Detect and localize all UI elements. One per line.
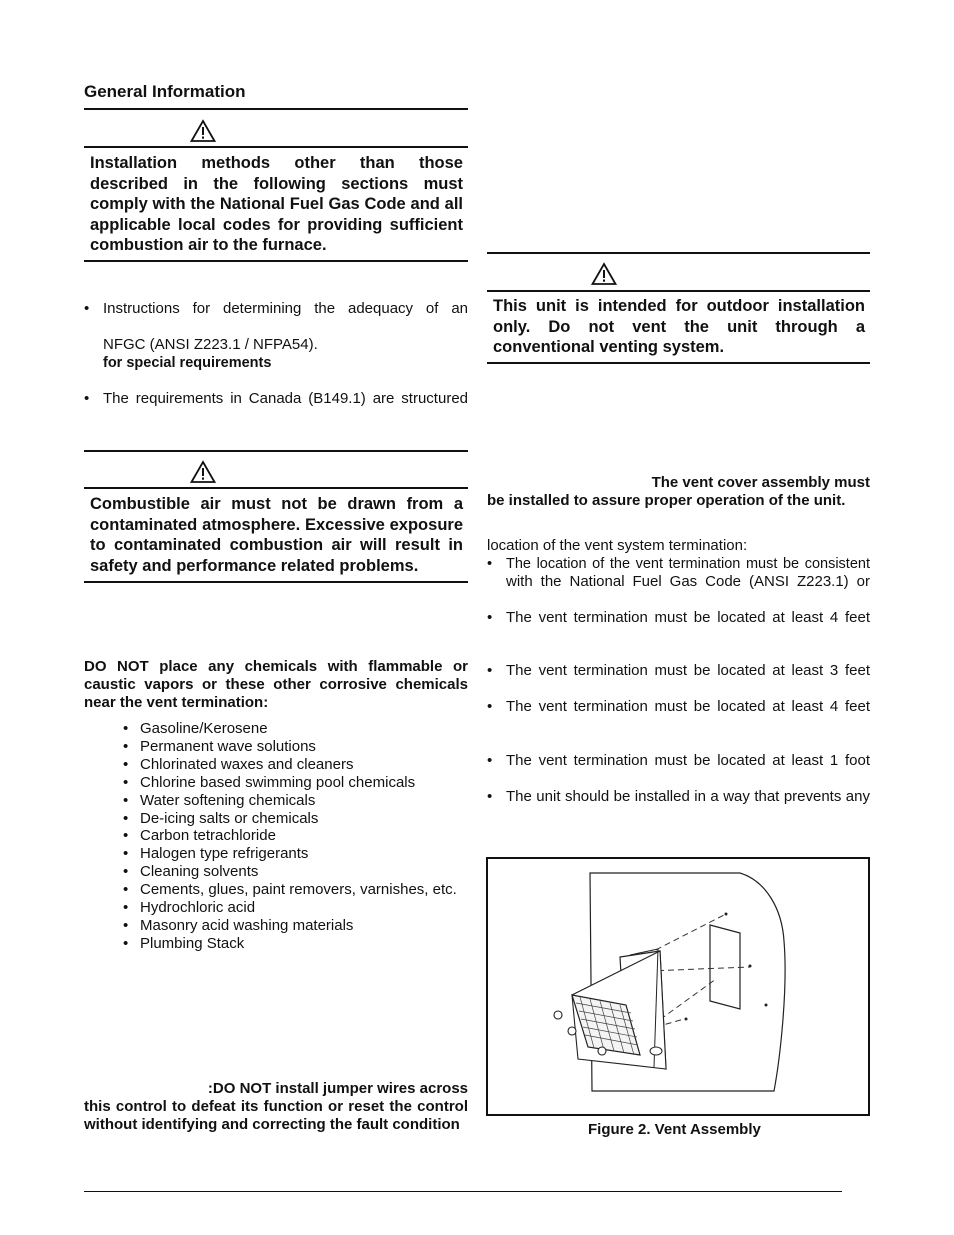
bullet-icon: • [84,390,90,407]
chemicals-intro: DO NOT place any chemicals with flammable or caustic vapors or these other corrosive chemicals near the vent termination: [84,658,468,711]
vent-cover-line: be installed to assure proper operation of the unit. [487,492,846,509]
warning-1-top-rule [84,108,468,110]
list-item: • The vent termination must be located at least 4 feet [487,698,870,715]
chemical-list [123,720,457,953]
bullet-icon: • [487,698,493,715]
jumper-note-line: :DO NOT install jumper wires across [207,1080,468,1097]
warning-3-top-rule [487,252,870,254]
list-item: • The vent termination must be located at least 1 foot [487,752,870,769]
warning-3-bottom-rule [487,362,870,364]
warning-3-text: This unit is intended for outdoor installation only. Do not vent the unit through a conventional venting system. [493,297,865,356]
list-item: • Carbon tetrachloride [123,827,276,845]
list-item: • The unit should be installed in a way that prevents any [487,788,870,805]
warning-triangle-icon [591,262,617,286]
list-item: • Hydrochloric acid [123,899,256,917]
warning-1-mid-rule [84,146,468,148]
list-item: • Gasoline/Kerosene [123,720,268,737]
list-item: • Halogen type refrigerants [123,845,309,863]
figure-caption: Figure 2. Vent Assembly [588,1121,761,1138]
list-item: • Chlorine based swimming pool chemicals [123,773,416,791]
footer-rule [84,1191,842,1192]
warning-2-top-rule [84,450,468,452]
warning-1-bottom-rule [84,260,468,262]
bullet-icon: • [487,662,493,679]
vent-assembly-figure [486,857,870,1116]
vent-assembly-illustration [488,859,868,1114]
list-item: • Water softening chemicals [123,791,316,809]
vent-location-intro: location of the vent system termination: [487,537,748,554]
bullet-continuation: NFGC (ANSI Z223.1 / NFPA54). [103,336,318,353]
warning-2-text: Combustible air must not be drawn from a contaminated atmosphere. Excessive exposure to contaminated combustion air will result in safety and performance related problems. [90,495,463,575]
bullet-continuation: for special requirements [103,355,272,371]
jumper-note-line: without identifying and correcting the fault condition [84,1116,460,1133]
list-item: • Cleaning solvents [123,863,259,881]
list-item: • The location of the vent termination must be consistent [487,556,870,572]
bullet-icon: • [487,752,493,769]
bullet-icon: • [487,556,493,572]
list-item: • Masonry acid washing materials [123,916,354,934]
list-item: • The vent termination must be located at least 3 feet [487,662,870,679]
list-item: • Plumbing Stack [123,934,245,952]
bullet-icon: • [84,300,90,317]
section-title: General Information [84,82,246,101]
bullet-icon: • [487,788,493,805]
warning-1-text: Installation methods other than those described in the following sections must comply with the National Fuel Gas Code and all applicable local codes for providing sufficient combustion air to the furnace. [90,154,463,254]
list-item: • Cements, glues, paint removers, varnishes, etc. [123,881,457,899]
list-item: • De-icing salts or chemicals [123,809,319,827]
bullet-icon: • [487,609,493,626]
list-item: • Permanent wave solutions [123,737,316,755]
warning-2-bottom-rule [84,581,468,583]
warning-triangle-icon [190,119,216,143]
warning-3-mid-rule [487,290,870,292]
list-item: • The vent termination must be located at least 4 feet [487,609,870,626]
warning-2-mid-rule [84,487,468,489]
warning-triangle-icon [190,460,216,484]
bullet-continuation: with the National Fuel Gas Code (ANSI Z223.1) or [506,573,870,590]
vent-cover-line: The vent cover assembly must [651,474,870,491]
list-item: • The requirements in Canada (B149.1) are structured [84,390,468,407]
list-item: • Chlorinated waxes and cleaners [123,755,354,773]
list-item: • Instructions for determining the adequacy of an [84,300,468,317]
jumper-note-line: this control to defeat its function or reset the control [84,1098,468,1115]
